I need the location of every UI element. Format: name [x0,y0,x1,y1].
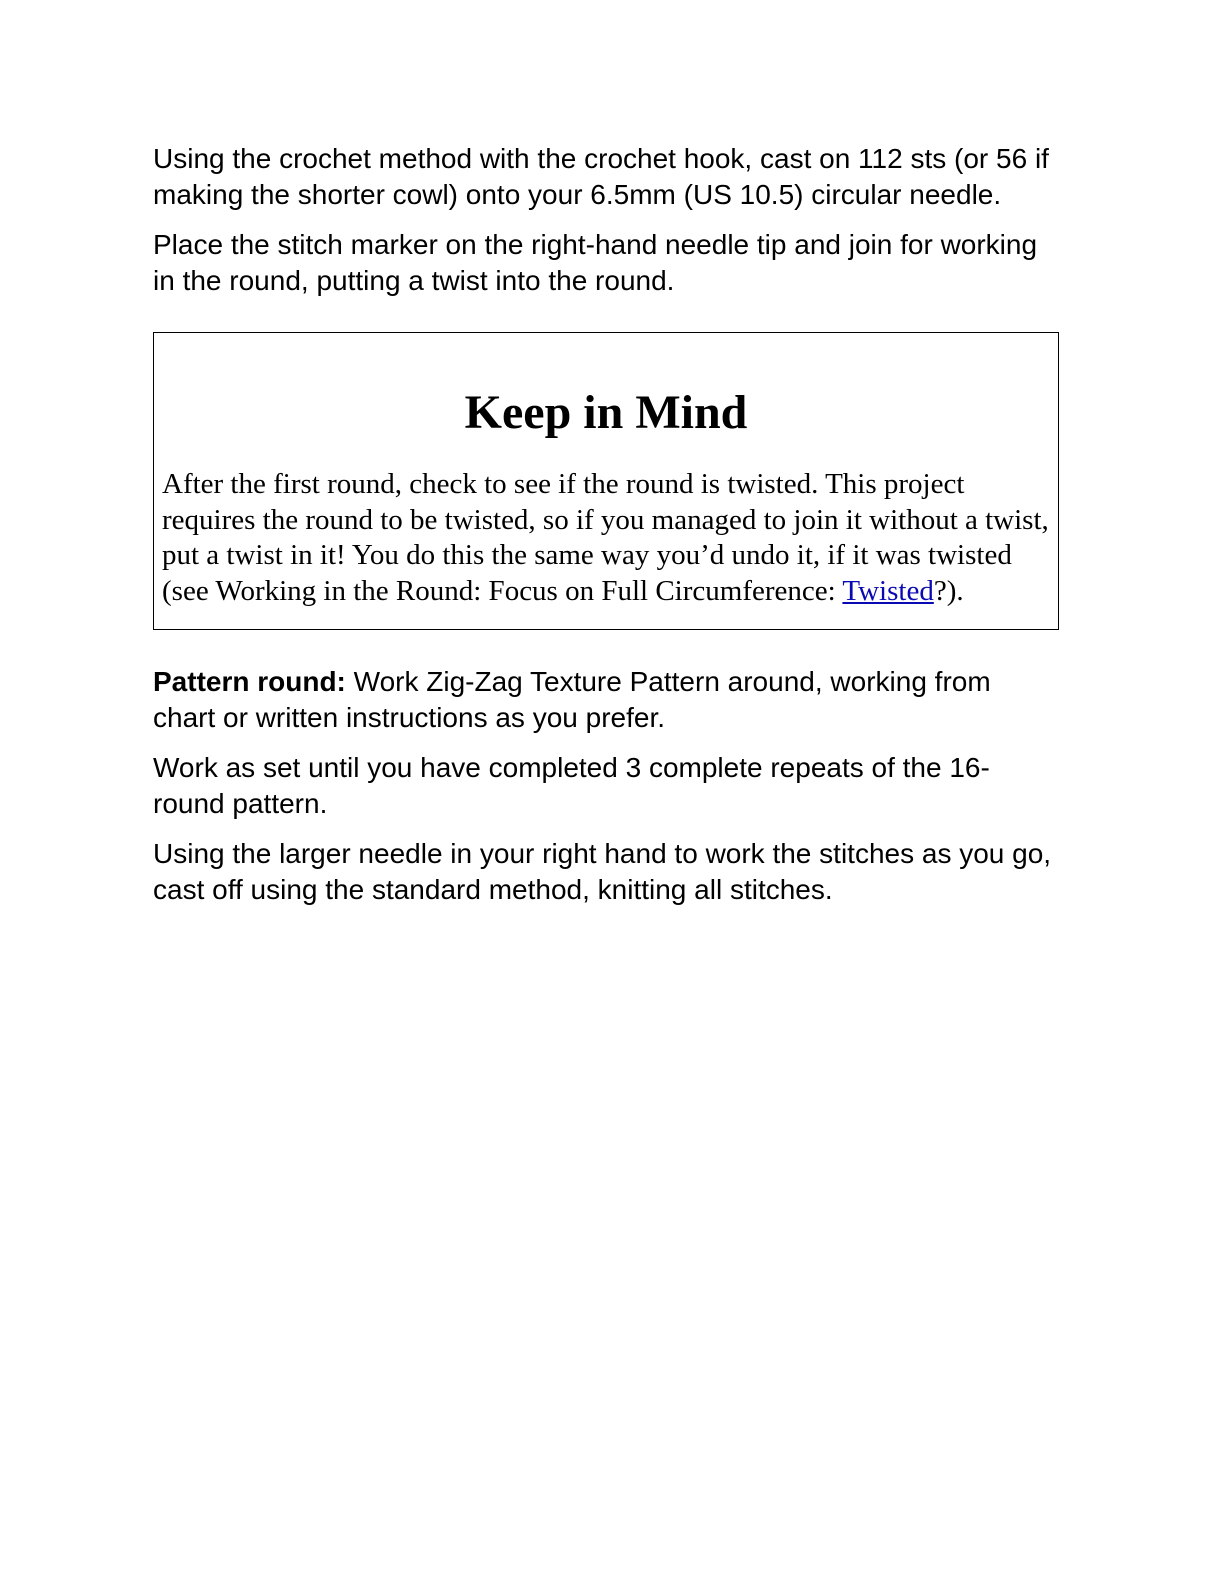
note-body-end: ?). [933,574,964,607]
note-title: Keep in Mind [464,386,748,439]
pattern-round-label: Pattern round: [153,666,346,698]
note-body [162,467,1050,609]
keep-in-mind-box [153,332,1059,630]
cast-on-paragraph: Using the crochet method with the crochet hook, cast on 112 sts (or 56 if making the shorter cowl) onto your 6.5mm (US 10.5) circular needle. [153,143,1049,210]
pattern-round-paragraph [153,664,1059,736]
note-body-text: After the first round, check to see if the round is twisted. This project requires the round to be twisted, so if you managed to join it without a twist, put a twist in it! You do this the same way you’d undo it, if it was twisted (see Working in the Round: Focus on Full Circumference: [162,468,1049,607]
repeat-paragraph: Work as set until you have completed 3 complete repeats of the 16-round pattern. [153,752,990,820]
pattern-round-text: Work Zig-Zag Texture Pattern around, working from chart or written instructions as you prefer. [153,666,991,734]
twisted-link[interactable]: Twisted [842,574,934,607]
document-page [153,141,1059,922]
cast-off-paragraph: Using the larger needle in your right hand to work the stitches as you go, cast off using the standard method, knitting all stitches. [153,838,1052,906]
join-round-paragraph: Place the stitch marker on the right-hand needle tip and join for working in the round, putting a twist into the round. [153,229,1038,296]
